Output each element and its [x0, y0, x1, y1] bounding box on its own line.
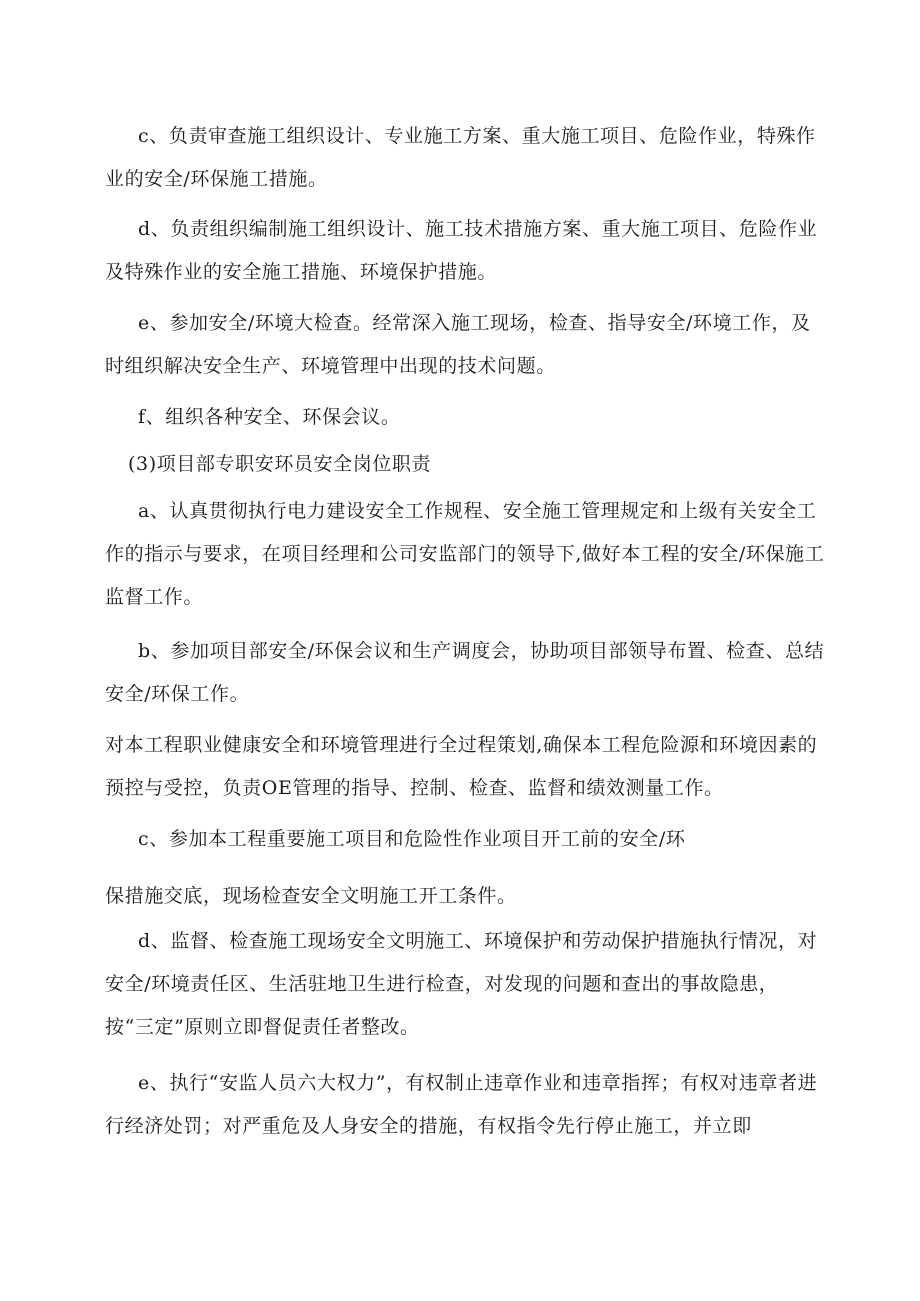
- paragraph-c-continuation: 保措施交底，现场检查安全文明施工开工条件。: [105, 885, 517, 907]
- paragraph-b-attend-meetings: b、参加项目部安全/环保会议和生产调度会，协助项目部领导布置、检查、总结安全/环保工作。: [105, 640, 825, 705]
- paragraph-ohs-planning: 对本工程职业健康安全和环境管理进行全过程策划,确保本工程危险源和环境因素的预控与受控，负责OE管理的指导、控制、检查、监督和绩效测量工作。: [105, 734, 818, 799]
- paragraph-c-review-design: c、负责审查施工组织设计、专业施工方案、重大施工项目、危险作业，特殊作业的安全/环保施工措施。: [105, 125, 816, 190]
- paragraph-f-meetings: f、组织各种安全、环保会议。: [138, 406, 401, 428]
- paragraph-d-supervise-site: d、监督、检查施工现场安全文明施工、环境保护和劳动保护措施执行情况，对安全/环境责任区、生活驻地卫生进行检查，对发现的问题和查出的事故隐患，按“三定”原则立即督促责任者整改。: [105, 930, 818, 1038]
- paragraph-e-six-powers: e、执行“安监人员六大权力”，有权制止违章作业和违章指挥；有权对违章者进行经济处罚；对严重危及人身安全的措施，有权指令先行停止施工，并立即: [105, 1072, 818, 1137]
- paragraph-d-organize-design: d、负责组织编制施工组织设计、施工技术措施方案、重大施工项目、危险作业及特殊作业的安全施工措施、环境保护措施。: [105, 218, 818, 283]
- paragraph-e-inspection: e、参加安全/环境大检查。经常深入施工现场，检查、指导安全/环境工作，及时组织解决安全生产、环境管理中出现的技术问题。: [105, 312, 811, 377]
- paragraph-a-implement-regulations: a、认真贯彻执行电力建设安全工作规程、安全施工管理规定和上级有关安全工作的指示与要求，在项目经理和公司安监部门的领导下,做好本工程的安全/环保施工监督工作。: [105, 500, 825, 608]
- paragraph-c-pre-start-briefing: c、参加本工程重要施工项目和危险性作业项目开工前的安全/环: [138, 828, 686, 850]
- section-heading-safety-officer-duties: (3)项目部专职安环员安全岗位职责: [128, 453, 432, 475]
